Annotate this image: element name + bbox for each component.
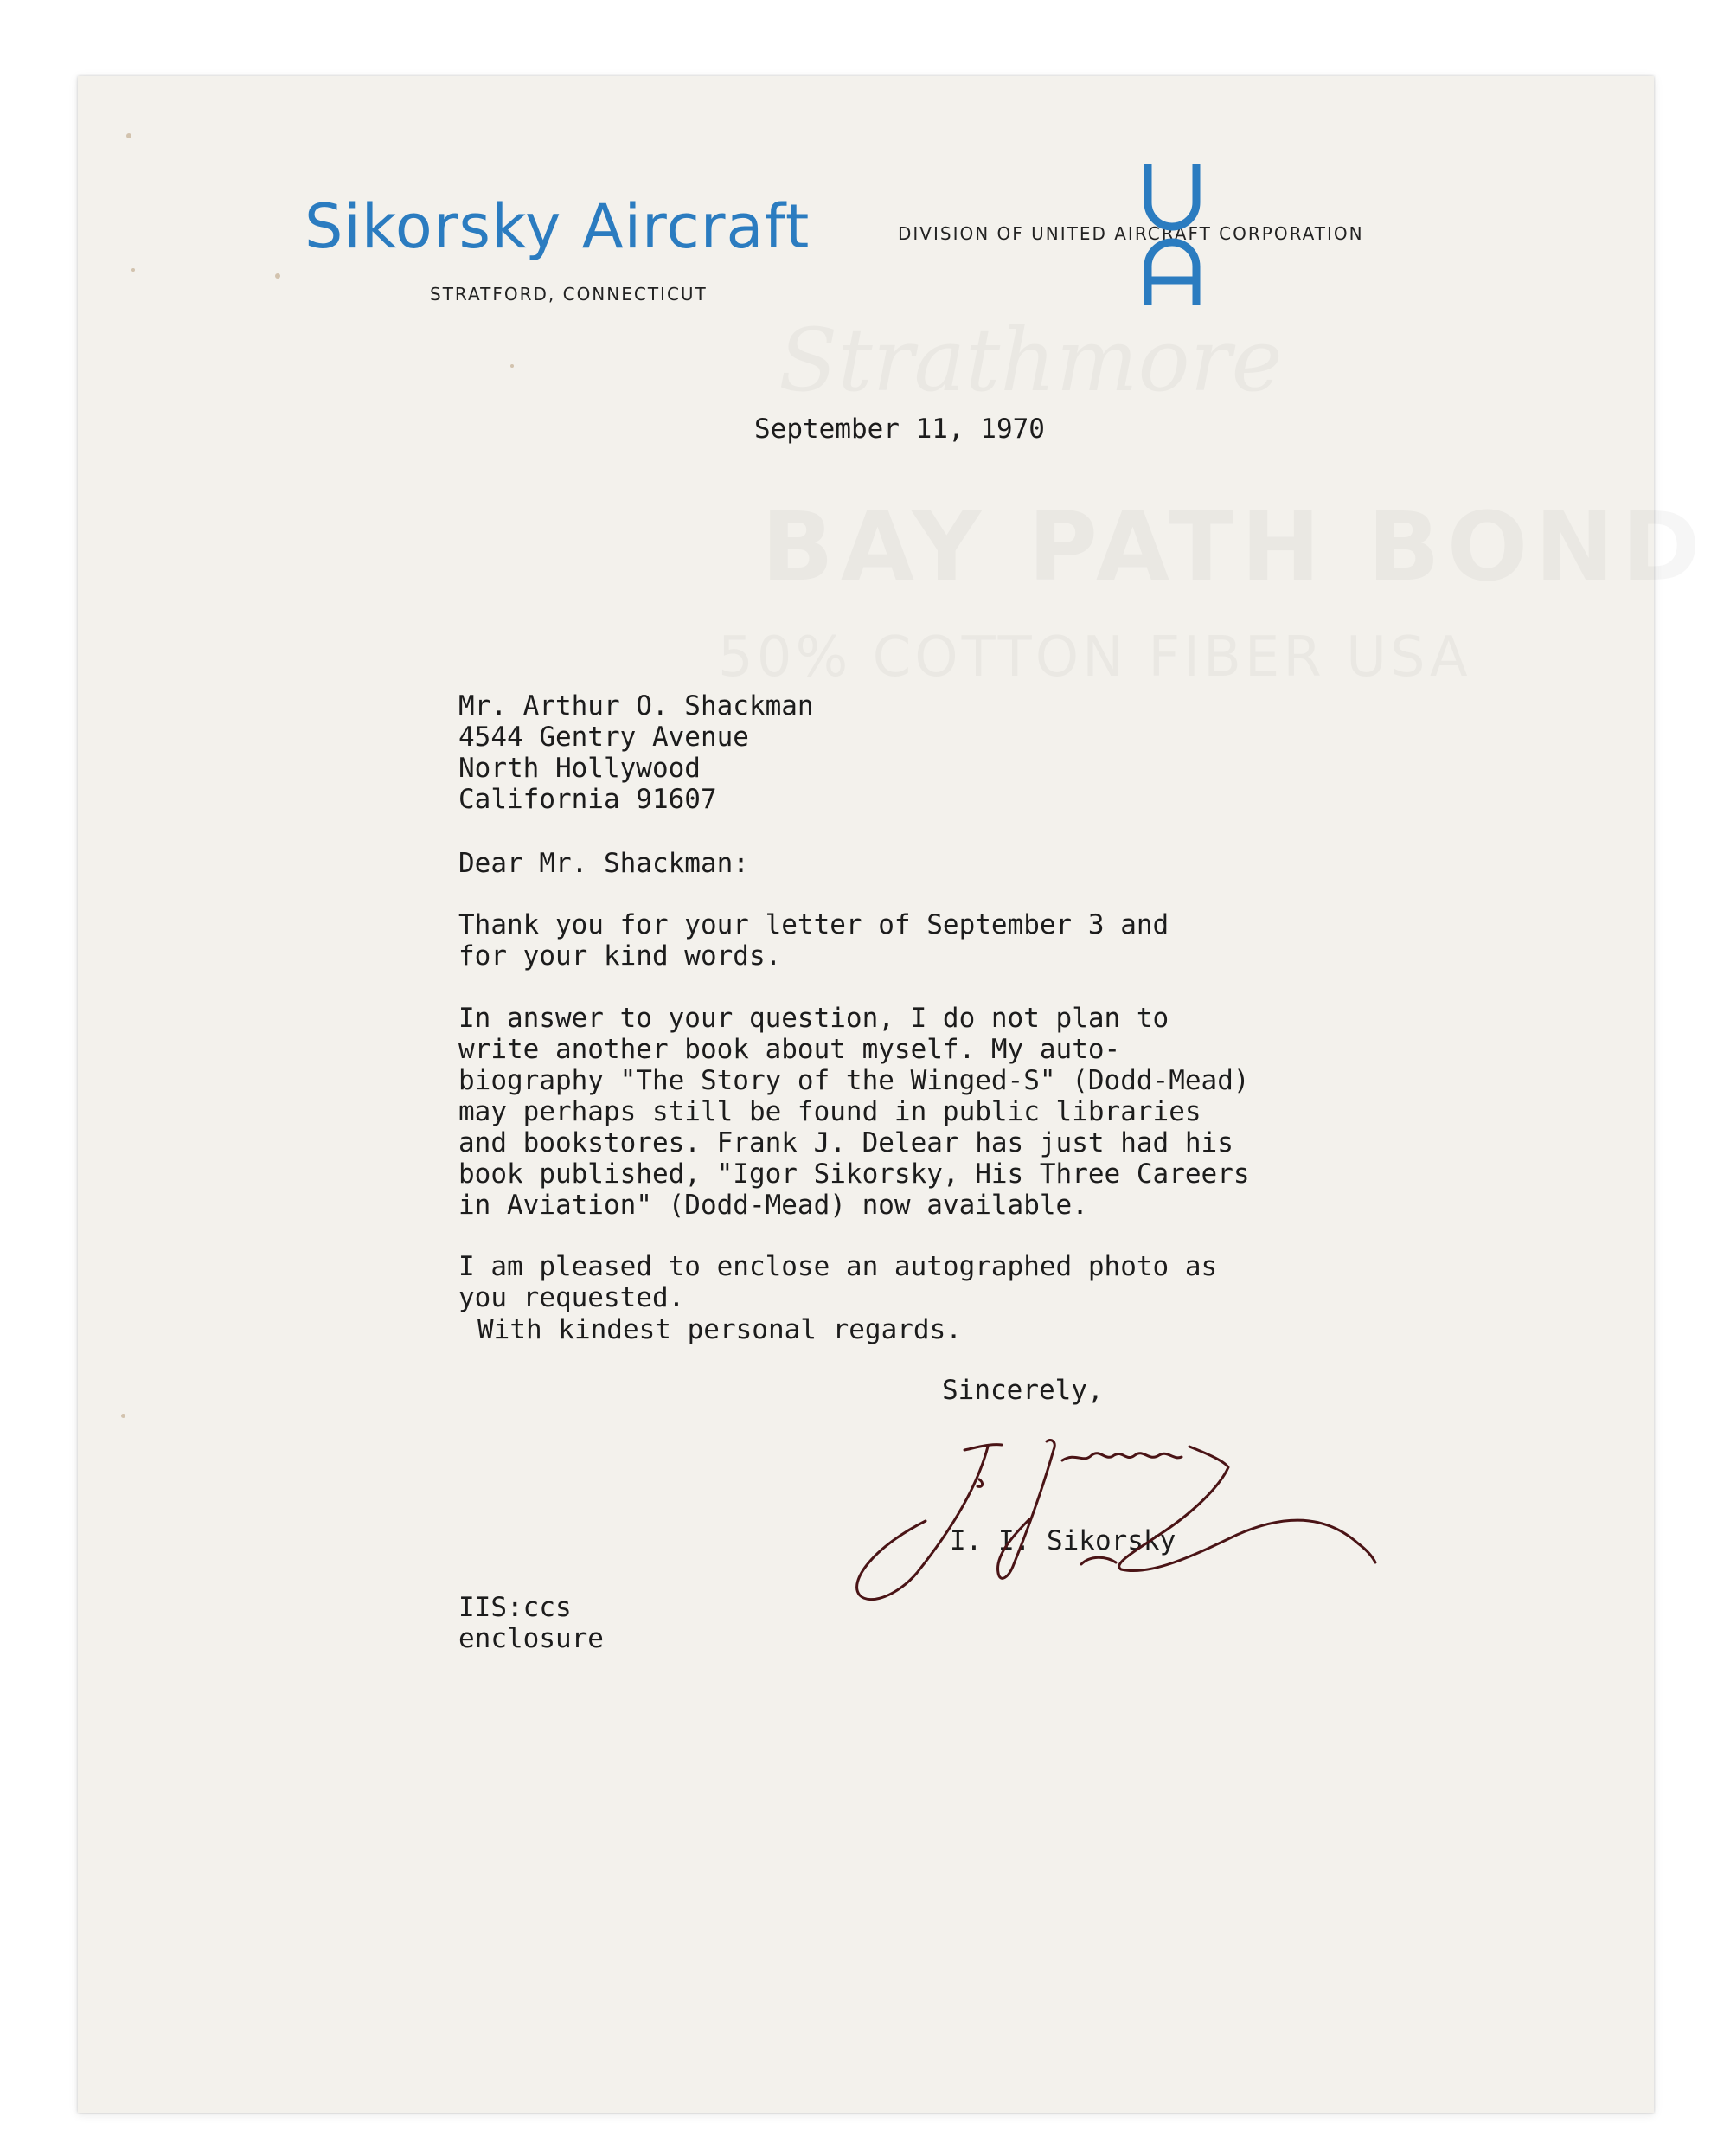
company-name: Sikorsky Aircraft [304, 191, 811, 262]
watermark-brand [761, 491, 1708, 602]
recipient-line: 4544 Gentry Avenue [458, 722, 749, 753]
paragraph-enclosure [458, 1251, 1217, 1313]
body-line: you requested. [458, 1282, 685, 1313]
paragraph-thanks [458, 909, 1169, 972]
body-line: in Aviation" (Dodd-Mead) now available. [458, 1190, 1088, 1221]
paper-speck [131, 268, 135, 272]
letter-date: September 11, 1970 [754, 414, 1045, 445]
company-division: DIVISION OF UNITED AIRCRAFT CORPORATION [898, 223, 1364, 244]
reference-initials [458, 1592, 604, 1654]
letter-sheet [78, 76, 1654, 2113]
paper-speck [510, 364, 514, 368]
watermark-script [778, 310, 1283, 411]
paper-speck [275, 273, 280, 279]
reference-line: IIS:ccs [458, 1592, 572, 1623]
watermark-fiber [718, 626, 1471, 690]
body-line: book published, "Igor Sikorsky, His Three Careers [458, 1158, 1250, 1190]
paper-speck [121, 1414, 125, 1418]
body-line: and bookstores. Frank J. Delear has just had his [458, 1127, 1233, 1158]
paper-speck [126, 133, 131, 138]
paragraph-book [458, 1003, 1250, 1221]
ua-logo-icon [1144, 161, 1201, 306]
company-location: STRATFORD, CONNECTICUT [430, 284, 708, 305]
enclosure-line: enclosure [458, 1623, 604, 1654]
handwritten-signature [787, 1426, 1393, 1625]
body-line: I am pleased to enclose an autographed photo as [458, 1251, 1218, 1282]
salutation: Dear Mr. Shackman: [458, 848, 749, 879]
recipient-address [458, 690, 814, 815]
body-line: In answer to your question, I do not plan to [458, 1003, 1169, 1034]
body-line: for your kind words. [458, 940, 782, 972]
signer-name: I. I. Sikorsky [950, 1525, 1176, 1556]
recipient-line: North Hollywood [458, 753, 701, 784]
body-line: Thank you for your letter of September 3 and [458, 909, 1169, 940]
closing: Sincerely, [942, 1375, 1104, 1406]
regards-line: With kindest personal regards. [477, 1314, 962, 1345]
body-line: biography "The Story of the Winged-S" (Dodd-Mead) [458, 1065, 1250, 1096]
body-line: write another book about myself. My auto- [458, 1034, 1121, 1065]
body-line: may perhaps still be found in public libraries [458, 1096, 1201, 1127]
recipient-line: California 91607 [458, 784, 717, 815]
recipient-line: Mr. Arthur O. Shackman [458, 690, 814, 722]
